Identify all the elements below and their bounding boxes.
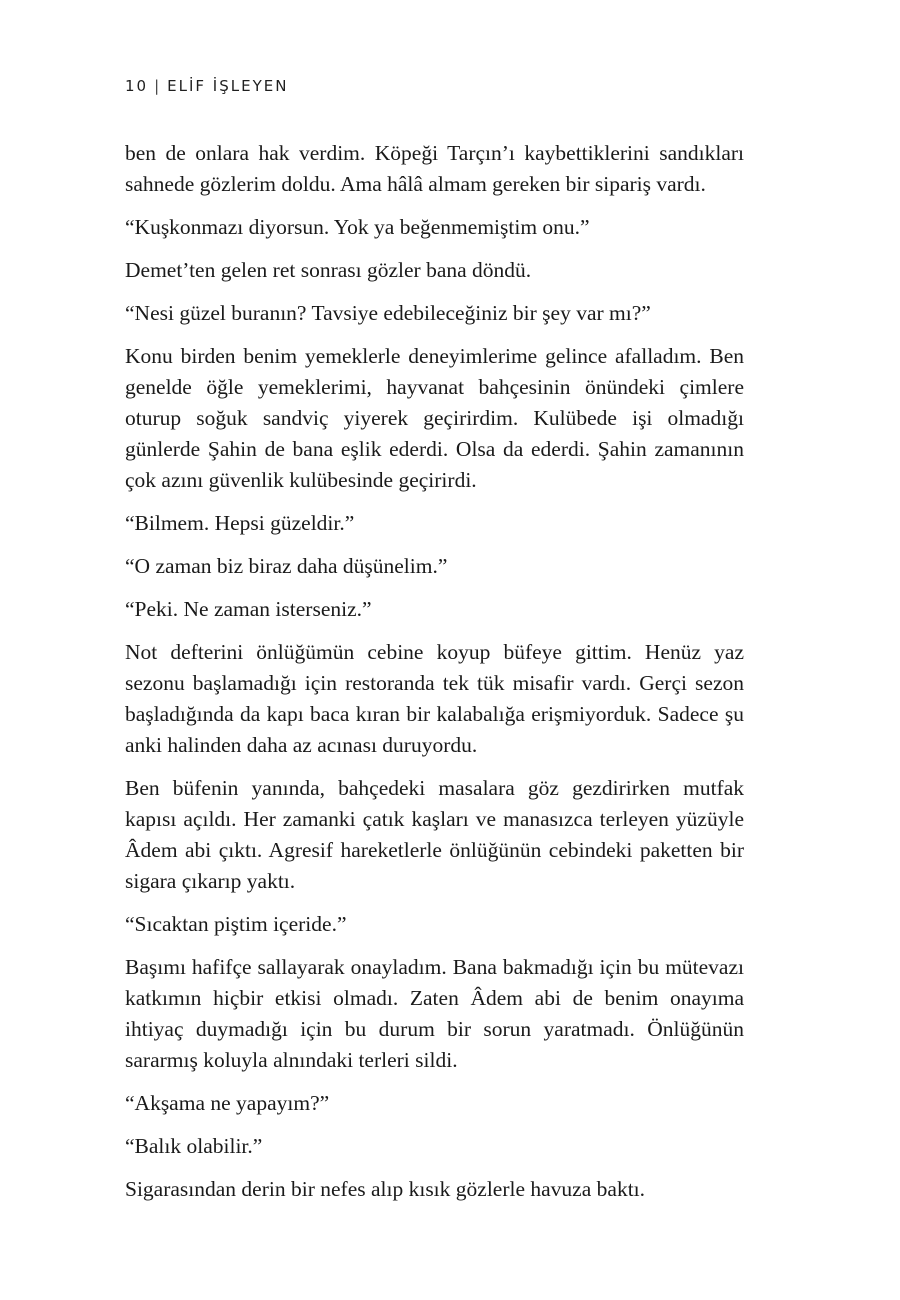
paragraph: ben de onlara hak verdim. Köpeği Tarçın’ı kaybettiklerini sandıkları sahnede gözlerim doldu. Ama hâlâ almam gereken bir sipariş vardı. <box>125 141 744 196</box>
paragraph: Konu birden benim yemeklerle deneyimlerime gelince afalladım. Ben genelde öğle yemeklerimi, hayvanat bahçesinin önündeki çimlere oturup soğuk sandviç yiyerek geçirirdim. Kulübede işi olmadığı günlerde Şahin de bana eşlik ederdi. Olsa da ederdi. Şahin zamanının çok azını güvenlik kulübesinde geçirirdi. <box>125 344 744 492</box>
author-name: ELİF İŞLEYEN <box>167 77 289 95</box>
running-header <box>125 77 288 95</box>
paragraph: Başımı hafifçe sallayarak onayladım. Bana bakmadığı için bu mütevazı katkımın hiçbir etkisi olmadı. Zaten Âdem abi de benim onayıma ihtiyaç duymadığı için bu durum bir sorun yaratmadı. Önlüğünün sararmış koluyla alnındaki terleri sildi. <box>125 955 744 1072</box>
paragraph: “Kuşkonmazı diyorsun. Yok ya beğenmemiştim onu.” <box>125 215 590 239</box>
paragraph: “Peki. Ne zaman isterseniz.” <box>125 597 372 621</box>
body-text <box>125 138 744 1217</box>
paragraph: Not defterini önlüğümün cebine koyup büfeye gittim. Henüz yaz sezonu başlamadığı için restoranda tek tük misafir vardı. Gerçi sezon başladığında da kapı baca kıran bir kalabalığa erişmiyorduk. Sadece şu anki halinden daha az acınası duruyordu. <box>125 640 744 757</box>
page-number: 10 <box>125 77 149 95</box>
paragraph: Ben büfenin yanında, bahçedeki masalara göz gezdirirken mutfak kapısı açıldı. Her zamanki çatık kaşları ve manasızca terleyen yüzüyle Âdem abi çıktı. Agresif hareketlerle önlüğünün cebindeki paketten bir sigara çıkarıp yaktı. <box>125 776 744 893</box>
paragraph: “Nesi güzel buranın? Tavsiye edebileceğiniz bir şey var mı?” <box>125 301 651 325</box>
paragraph: “Balık olabilir.” <box>125 1134 263 1158</box>
header-separator: | <box>154 77 162 95</box>
paragraph: Sigarasından derin bir nefes alıp kısık gözlerle havuza baktı. <box>125 1177 646 1201</box>
paragraph: “Sıcaktan piştim içeride.” <box>125 912 347 936</box>
paragraph: “O zaman biz biraz daha düşünelim.” <box>125 554 448 578</box>
paragraph: “Akşama ne yapayım?” <box>125 1091 330 1115</box>
paragraph: Demet’ten gelen ret sonrası gözler bana döndü. <box>125 258 532 282</box>
paragraph: “Bilmem. Hepsi güzeldir.” <box>125 511 355 535</box>
